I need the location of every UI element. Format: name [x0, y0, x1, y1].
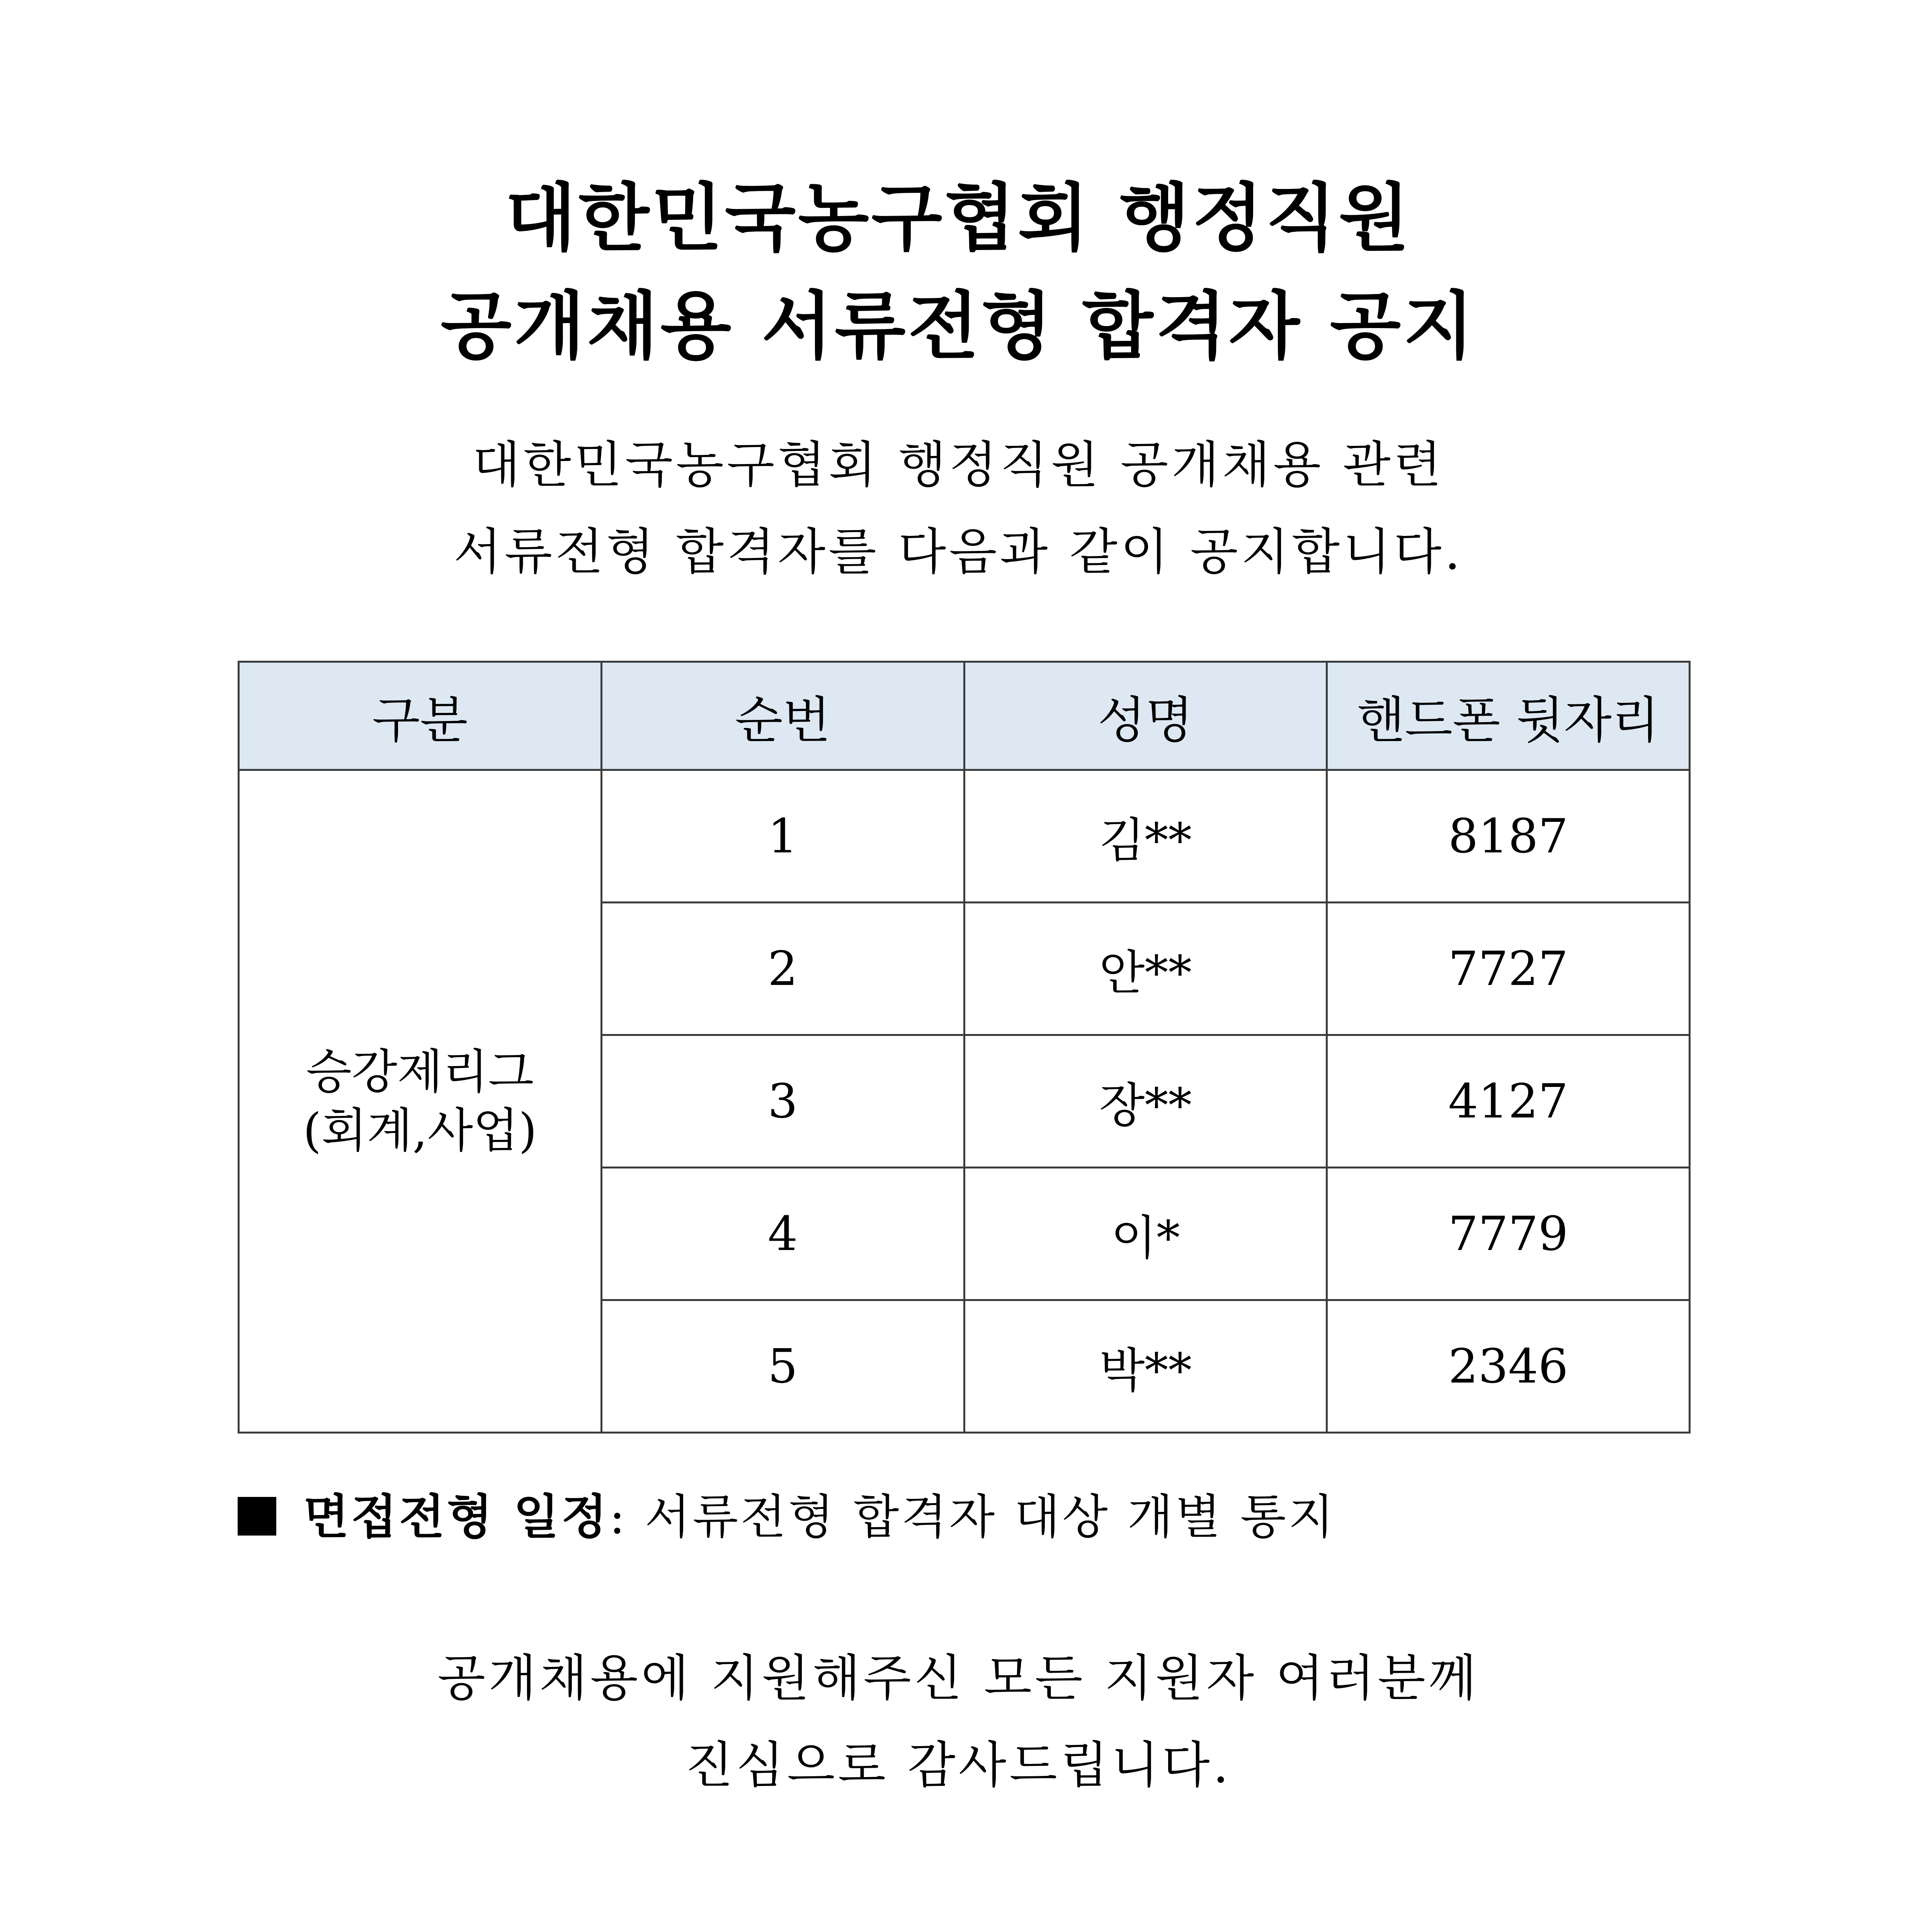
cell-phone: 7727 — [1327, 903, 1690, 1035]
header-phone: 핸드폰 뒷자리 — [1327, 662, 1690, 770]
thanks-line-1: 공개채용에 지원해주신 모든 지원자 여러분께 — [437, 1650, 1480, 1707]
notice-title-line-2: 공개채용 서류전형 합격자 공지 — [441, 284, 1476, 369]
cell-phone: 8187 — [1327, 770, 1690, 903]
schedule-label: 면접전형 일정 — [303, 1490, 609, 1544]
schedule-text: 서류전형 합격자 대상 개별 통지 — [627, 1490, 1336, 1544]
notice-title-line-1: 대한민국농구협회 행정직원 — [505, 175, 1412, 261]
intro-line-2: 서류전형 합격자를 다음과 같이 공지합니다. — [453, 523, 1464, 581]
cell-name: 박** — [964, 1300, 1327, 1433]
cell-phone: 7779 — [1327, 1168, 1690, 1300]
results-table — [238, 661, 1691, 1434]
interview-schedule-note — [238, 1490, 1336, 1544]
cell-phone: 4127 — [1327, 1035, 1690, 1168]
square-bullet-icon — [238, 1497, 276, 1536]
cell-name: 장** — [964, 1035, 1327, 1168]
cell-number: 5 — [601, 1300, 964, 1433]
cell-number: 3 — [601, 1035, 964, 1168]
category-cell — [239, 770, 602, 1433]
intro-line-1: 대한민국농구협회 행정직원 공개채용 관련 — [472, 436, 1445, 494]
cell-number: 2 — [601, 903, 964, 1035]
cell-name: 안** — [964, 903, 1327, 1035]
cell-number: 1 — [601, 770, 964, 903]
table-row — [239, 770, 1690, 903]
table-header-row — [239, 662, 1690, 770]
category-line-1: 승강제리그 — [306, 1044, 534, 1099]
header-category: 구분 — [239, 662, 602, 770]
category-line-2: (회계,사업) — [303, 1103, 537, 1158]
schedule-separator: : — [609, 1490, 628, 1544]
header-number: 순번 — [601, 662, 964, 770]
thanks-line-2: 진심으로 감사드립니다. — [685, 1736, 1232, 1794]
cell-phone: 2346 — [1327, 1300, 1690, 1433]
cell-number: 4 — [601, 1168, 964, 1300]
cell-name: 김** — [964, 770, 1327, 903]
header-name: 성명 — [964, 662, 1327, 770]
cell-name: 이* — [964, 1168, 1327, 1300]
